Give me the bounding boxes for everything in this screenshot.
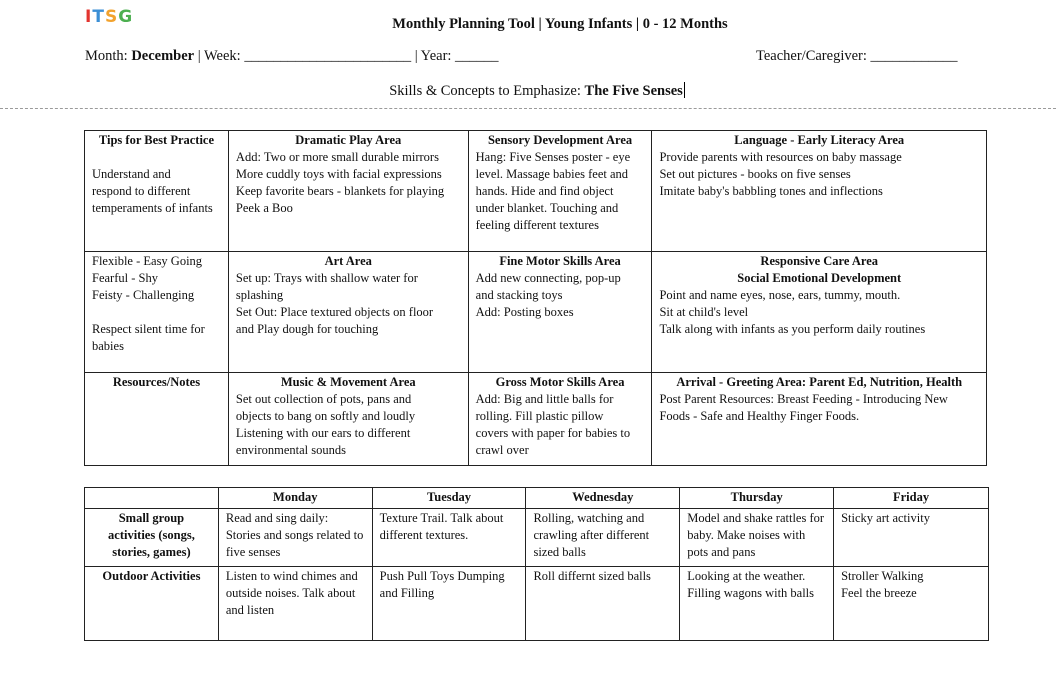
skills-label: Skills & Concepts to Emphasize:: [389, 83, 581, 99]
day-header: Thursday: [680, 488, 834, 509]
arrival-line: Post Parent Resources: Breast Feeding - Introducing New: [659, 392, 948, 406]
tips-line: respond to different: [92, 184, 191, 198]
fine-motor-line: Add new connecting, pop-up: [475, 271, 621, 285]
arrival-title: Arrival - Greeting Area: Parent Ed, Nutrition, Health: [676, 375, 963, 389]
sensory-line: level. Massage babies feet and: [475, 167, 629, 181]
day-header: Wednesday: [526, 488, 680, 509]
logo-letter-t: T: [92, 7, 105, 27]
resources-title: Resources/Notes: [112, 375, 201, 389]
schedule-cell[interactable]: Looking at the weather. Filling wagons with balls: [680, 567, 834, 641]
gross-motor-line: rolling. Fill plastic pillow: [475, 409, 604, 423]
art-line: Set Out: Place textured objects on floor: [235, 305, 434, 319]
week-year-field[interactable]: | Week: _______________________ | Year: ______: [197, 48, 499, 64]
dramatic-line: Keep favorite bears - blankets for playing: [235, 184, 445, 198]
art-title: Art Area: [324, 254, 372, 268]
responsive-line: Point and name eyes, nose, ears, tummy, mouth.: [659, 288, 901, 302]
teacher-field[interactable]: Teacher/Caregiver: ____________: [756, 48, 958, 64]
music-title: Music & Movement Area: [280, 375, 416, 389]
row-label-outdoor: Outdoor Activities: [85, 567, 219, 641]
day-header: Tuesday: [372, 488, 526, 509]
responsive-subtitle: Social Emotional Development: [737, 271, 902, 285]
day-header: Monday: [218, 488, 372, 509]
schedule-cell[interactable]: Roll differnt sized balls: [526, 567, 680, 641]
cell-dramatic-play[interactable]: [228, 131, 468, 252]
dramatic-line: Add: Two or more small durable mirrors: [235, 150, 439, 164]
sensory-line: feeling different textures: [475, 218, 599, 232]
schedule-cell[interactable]: Read and sing daily: Stories and songs related to five senses: [218, 509, 372, 567]
learning-areas-table: [84, 130, 987, 466]
temperament-line: Flexible - Easy Going: [92, 254, 203, 268]
music-line: objects to bang on softly and loudly: [235, 409, 416, 423]
gross-motor-line: Add: Big and little balls for: [475, 392, 614, 406]
day-header: Friday: [834, 488, 989, 509]
cell-music-movement[interactable]: [228, 373, 468, 466]
schedule-cell[interactable]: Stroller Walking Feel the breeze: [834, 567, 989, 641]
arrival-line: Foods - Safe and Healthy Finger Foods.: [659, 409, 860, 423]
schedule-cell[interactable]: Texture Trail. Talk about different textures.: [372, 509, 526, 567]
row-label-small-group: Small group activities (songs, stories, games): [85, 509, 219, 567]
schedule-cell[interactable]: Rolling, watching and crawling after different sized balls: [526, 509, 680, 567]
page-title: Monthly Planning Tool | Young Infants | 0 - 12 Months: [392, 16, 728, 32]
schedule-cell[interactable]: Model and shake rattles for baby. Make noises with pots and pans: [680, 509, 834, 567]
gross-motor-line: covers with paper for babies to: [475, 426, 631, 440]
temperament-line: babies: [92, 339, 124, 353]
skills-line: [0, 82, 1056, 100]
cell-art[interactable]: [228, 252, 468, 373]
gross-motor-title: Gross Motor Skills Area: [495, 375, 625, 389]
dramatic-title: Dramatic Play Area: [295, 133, 402, 147]
month-value[interactable]: December: [131, 48, 195, 64]
weekly-schedule-table: [84, 487, 989, 641]
fine-motor-line: and stacking toys: [475, 288, 563, 302]
temperament-line: Fearful - Shy: [92, 271, 158, 285]
schedule-cell[interactable]: Sticky art activity: [834, 509, 989, 567]
text-cursor: [684, 82, 685, 98]
cell-fine-motor[interactable]: [468, 252, 652, 373]
cell-temperaments[interactable]: [85, 252, 229, 373]
language-line: Set out pictures - books on five senses: [659, 167, 851, 181]
page-break-divider: [0, 108, 1056, 109]
tips-line: temperaments of infants: [92, 201, 213, 215]
logo-letter-i: I: [85, 7, 93, 27]
art-line: and Play dough for touching: [235, 322, 379, 336]
tips-line: Understand and: [92, 167, 171, 181]
cell-arrival-greeting[interactable]: [652, 373, 987, 466]
tips-title: Tips for Best Practice: [98, 133, 215, 147]
schedule-cell[interactable]: Listen to wind chimes and outside noises. Talk about and listen: [218, 567, 372, 641]
schedule-cell[interactable]: Push Pull Toys Dumping and Filling: [372, 567, 526, 641]
cell-gross-motor[interactable]: [468, 373, 652, 466]
cell-resources[interactable]: [85, 373, 229, 466]
art-line: splashing: [235, 288, 284, 302]
skills-value[interactable]: The Five Senses: [584, 83, 683, 99]
cell-sensory[interactable]: [468, 131, 652, 252]
cell-tips[interactable]: [85, 131, 229, 252]
cell-language[interactable]: [652, 131, 987, 252]
month-week-year-line: [85, 48, 499, 65]
music-line: Listening with our ears to different: [235, 426, 411, 440]
gross-motor-line: crawl over: [475, 443, 529, 457]
month-label: Month:: [85, 48, 128, 64]
music-line: Set out collection of pots, pans and: [235, 392, 412, 406]
responsive-title: Responsive Care Area: [760, 254, 879, 268]
temperament-line: Respect silent time for: [92, 322, 205, 336]
language-title: Language - Early Literacy Area: [734, 133, 905, 147]
sensory-title: Sensory Development Area: [487, 133, 633, 147]
language-line: Provide parents with resources on baby massage: [659, 150, 902, 164]
responsive-line: Sit at child's level: [659, 305, 749, 319]
language-line: Imitate baby's babbling tones and inflections: [659, 184, 883, 198]
fine-motor-title: Fine Motor Skills Area: [499, 254, 621, 268]
sensory-line: hands. Hide and find object: [475, 184, 614, 198]
logo-letter-g: G: [118, 7, 134, 27]
responsive-line: Talk along with infants as you perform daily routines: [659, 322, 926, 336]
fine-motor-line: Add: Posting boxes: [475, 305, 574, 319]
dramatic-line: More cuddly toys with facial expressions: [235, 167, 442, 181]
temperament-line: Feisty - Challenging: [92, 288, 195, 302]
sensory-line: Hang: Five Senses poster - eye: [475, 150, 631, 164]
art-line: Set up: Trays with shallow water for: [235, 271, 418, 285]
schedule-corner: [85, 488, 219, 509]
dramatic-line: Peek a Boo: [235, 201, 293, 215]
cell-responsive-care[interactable]: [652, 252, 987, 373]
music-line: environmental sounds: [235, 443, 346, 457]
logo-letter-s: S: [104, 7, 119, 27]
sensory-line: under blanket. Touching and: [475, 201, 619, 215]
